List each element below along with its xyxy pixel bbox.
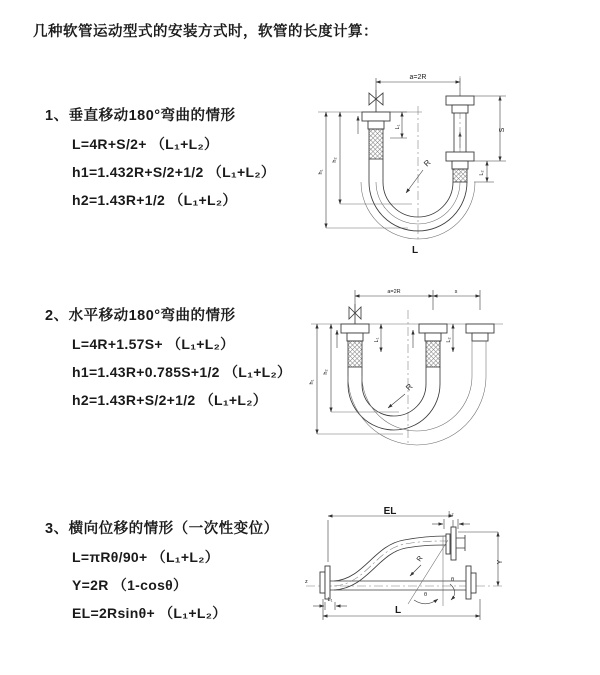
dimension-stroke bbox=[433, 289, 480, 296]
dimension-el bbox=[328, 506, 453, 562]
page-title: 几种软管运动型式的安装方式时，软管的长度计算： bbox=[33, 24, 378, 40]
dim-label-theta2: θ bbox=[451, 577, 455, 583]
u-hose-arcs-position1 bbox=[348, 381, 440, 430]
left-braided-hose bbox=[348, 341, 362, 367]
dim-label-h1: h₁ bbox=[309, 379, 315, 385]
dim-label-h2: h₂ bbox=[332, 157, 338, 163]
left-hose-walls bbox=[348, 367, 362, 384]
section-1-heading: 1、垂直移动180°弯曲的情形 bbox=[45, 108, 236, 124]
dim-label-a2r: a=2R bbox=[387, 289, 401, 295]
dim-label-l1: L₁ bbox=[374, 337, 380, 343]
left-flange bbox=[362, 112, 390, 129]
section-2-heading: 2、水平移动180°弯曲的情形 bbox=[45, 308, 236, 324]
left-flange bbox=[320, 566, 330, 599]
dimension-l1 bbox=[390, 112, 407, 138]
dim-label-r: R bbox=[422, 157, 433, 169]
dim-label-r: R bbox=[415, 554, 425, 564]
angle-theta-callout-2 bbox=[450, 577, 455, 600]
straight-hose-walls bbox=[330, 581, 466, 590]
s-curve-hose bbox=[334, 536, 446, 590]
section-lateral-displacement bbox=[45, 517, 325, 632]
left-flange bbox=[341, 324, 369, 341]
dimension-l2 bbox=[474, 161, 494, 182]
dimension-l2 bbox=[432, 511, 470, 529]
dim-label-l2: L₂ bbox=[479, 170, 485, 176]
dimension-length bbox=[323, 599, 480, 620]
middle-hose-walls bbox=[426, 367, 440, 384]
shifted-flange bbox=[466, 324, 494, 341]
valve-icon bbox=[369, 90, 383, 112]
dim-label-a2r: a=2R bbox=[409, 74, 427, 81]
right-braided-hose bbox=[453, 169, 467, 182]
section-2-formula-h2: h2=1.43R+S/2+1/2 （L₁+L₂） bbox=[72, 392, 268, 408]
dimension-a2r bbox=[376, 74, 460, 96]
dimension-l1 bbox=[374, 324, 381, 352]
middle-flange bbox=[419, 324, 447, 341]
dim-label-y: Y bbox=[497, 559, 504, 565]
section-2-formula-L: L=4R+1.57S+ （L₁+L₂） bbox=[72, 336, 235, 352]
dim-label-h1: h₁ bbox=[318, 169, 324, 175]
dim-label-theta1: θ bbox=[424, 592, 428, 598]
radius-callout bbox=[410, 555, 425, 576]
dim-label-l2: L₂ bbox=[446, 337, 452, 343]
dim-label-l1: L₁ bbox=[395, 124, 401, 130]
section-1-formula-h1: h1=1.432R+S/2+1/2 （L₁+L₂） bbox=[72, 164, 276, 180]
horizontal-move-180-bend-diagram bbox=[303, 282, 600, 462]
right-flange bbox=[466, 566, 476, 599]
radius-callout bbox=[406, 158, 433, 193]
angle-theta-callout-1 bbox=[414, 592, 438, 604]
shifted-hose-walls bbox=[472, 341, 486, 376]
right-flange-lower bbox=[446, 152, 474, 169]
section-3-heading: 3、横向位移的情形（一次性变位） bbox=[45, 521, 279, 537]
dim-label-length: L bbox=[411, 245, 419, 256]
section-1-formula-L: L=4R+S/2+ （L₁+L₂） bbox=[72, 136, 219, 152]
radius-callout bbox=[388, 382, 415, 408]
dim-label-l: L bbox=[394, 605, 402, 616]
left-braided-hose bbox=[369, 129, 383, 159]
section-horizontal-move bbox=[45, 304, 325, 419]
dimension-l1 bbox=[313, 597, 347, 610]
dim-label-r: R bbox=[404, 381, 415, 393]
dim-label-s: s bbox=[454, 289, 458, 295]
middle-braided-hose bbox=[426, 341, 440, 367]
section-3-formula-L: L=πRθ/90+ （L₁+L₂） bbox=[72, 549, 220, 565]
dim-label-s: S bbox=[499, 127, 506, 133]
section-1-formula-h2: h2=1.43R+1/2 （L₁+L₂） bbox=[72, 192, 237, 208]
lateral-displacement-diagram bbox=[298, 502, 598, 634]
section-vertical-move bbox=[45, 104, 325, 219]
right-flange-upper bbox=[446, 96, 474, 113]
section-2-formula-h1: h1=1.43R+0.785S+1/2 （L₁+L₂） bbox=[72, 364, 292, 380]
vertical-move-180-bend-diagram bbox=[310, 66, 600, 258]
dim-label-el: EL bbox=[383, 506, 397, 517]
centerline-mark: z bbox=[305, 579, 308, 585]
u-hose-arcs-position2 bbox=[348, 376, 486, 445]
dim-label-l1: L₁ bbox=[327, 597, 333, 603]
dimension-s bbox=[474, 96, 506, 161]
section-3-formula-Y: Y=2R （1-cosθ） bbox=[72, 577, 188, 593]
section-3-formula-EL: EL=2Rsinθ+ （L₁+L₂） bbox=[72, 605, 227, 621]
dimension-a2r bbox=[355, 289, 480, 310]
left-hose-walls bbox=[369, 159, 383, 182]
valve-icon bbox=[349, 304, 361, 324]
dim-label-l2: L₂ bbox=[448, 511, 454, 517]
dim-label-h2: h₂ bbox=[323, 369, 329, 375]
